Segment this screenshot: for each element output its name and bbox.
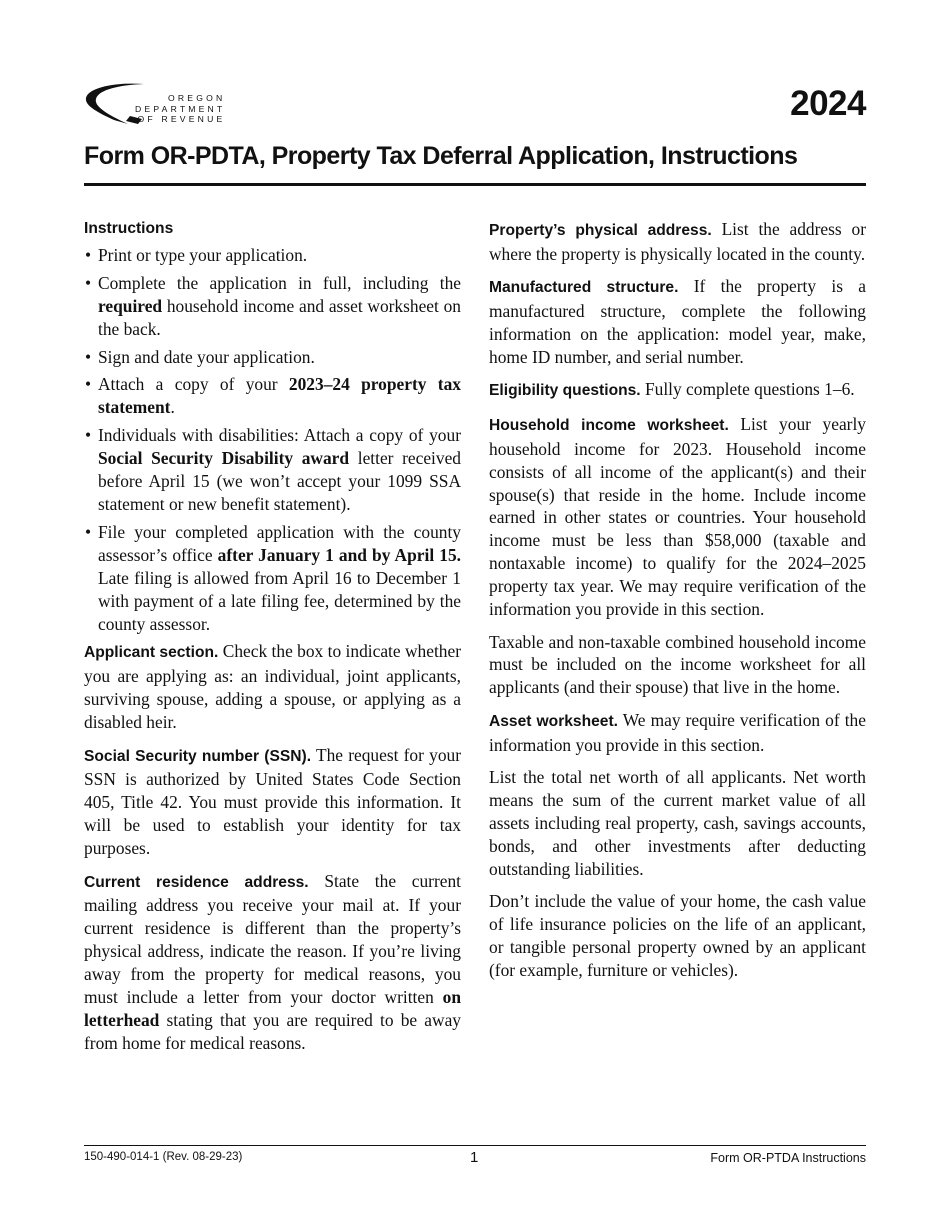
body-text: Attach a copy of your: [98, 374, 289, 395]
emphasis-text: required: [98, 295, 163, 316]
left-sections: [84, 640, 461, 1054]
body-text: stating that you are required to be away from home for medical reasons.: [84, 1010, 461, 1053]
body-text: Late filing is allowed from April 16 to December 1 with payment of a late filing fee, determined by the county assessor.: [98, 567, 461, 634]
body-text: Print or type your application.: [98, 244, 308, 265]
instruction-paragraph: [84, 640, 461, 734]
logo-line-revenue: OF REVENUE: [137, 114, 226, 124]
logo-text: [135, 93, 225, 125]
footer-page-number: 1: [470, 1149, 479, 1166]
body-text: Don’t include the value of your home, the cash value of life insurance policies on the life of an applicant, or tangible personal property owned by an applicant (for example, furniture or vehicles).: [489, 891, 866, 980]
body-text: Check the box to indicate whether you are applying as: an individual, joint applicants, surviving spouse, adding a spouse, or applying as a disabled heir.: [84, 641, 461, 733]
instruction-bullet: [84, 521, 461, 636]
logo-line-oregon: OREGON: [168, 93, 226, 103]
bullet-icon: •: [85, 272, 92, 293]
section-lead-heading: Manufactured structure.: [489, 279, 679, 297]
body-text: Taxable and non-taxable combined household income must be included on the income worksheet for all applicants (and their spouse) that live in the home.: [489, 631, 866, 698]
body-text: List your yearly household income for 2023. Household income consists of all income of the applicant(s) and their spouse(s) that reside in the home. Include income earned in other states or countries. Your household income must be less than $58,000 (taxable and nontaxable income) to qualify for the 2024–2025 property tax year. We may require verification of the information you provide in this section.: [489, 413, 866, 620]
section-lead-heading: Current residence address.: [84, 873, 309, 891]
body-text: .: [170, 397, 175, 418]
instruction-paragraph: [489, 890, 866, 982]
body-text: Fully complete questions 1–6.: [640, 379, 855, 400]
instruction-bullet: [84, 373, 461, 419]
section-lead-heading: Social Security number (SSN).: [84, 747, 312, 765]
bullet-icon: •: [85, 425, 92, 446]
body-text: File your completed application with the county assessor’s office: [98, 521, 461, 565]
body-text: Sign and date your application.: [98, 346, 315, 367]
oregon-dor-logo: [84, 80, 224, 128]
footer-form-number: 150-490-014-1 (Rev. 08-29-23): [84, 1151, 243, 1163]
right-sections: [489, 218, 866, 982]
form-year: 2024: [790, 84, 866, 123]
section-lead-heading: Asset worksheet.: [489, 712, 618, 730]
section-lead-heading: Property’s physical address.: [489, 222, 712, 239]
right-column: [489, 218, 866, 991]
instruction-bullet: [84, 244, 461, 267]
bullet-icon: •: [85, 346, 92, 367]
section-lead-heading: Eligibility questions.: [489, 382, 641, 400]
emphasis-text: on letterhead: [84, 987, 461, 1030]
body-text: household income and asset worksheet on the back.: [98, 295, 461, 339]
body-text: letter received before April 15 (we won’t accept your 1099 SSA statement or new benefit statement).: [98, 448, 461, 514]
section-lead-heading: Household income worksheet.: [489, 416, 729, 434]
body-text: List the address or where the property is physically located in the county.: [489, 219, 866, 264]
instruction-bullet: [84, 272, 461, 341]
section-lead-heading: Applicant section.: [84, 644, 219, 662]
body-text: The request for your SSN is authorized by United States Code Section 405, Title 42. You must provide this information. It will be used to establish your identity for tax purposes.: [84, 744, 461, 859]
instruction-paragraph: [489, 275, 866, 369]
body-text: State the current mailing address you receive your mail at. If your current residence is different than the property’s physical address, indicate the reason. If you’re living away from the property for medical reasons, you must include a letter from your doctor written: [84, 870, 461, 1008]
emphasis-text: after January 1 and by April 15.: [217, 544, 461, 565]
instruction-paragraph: [489, 709, 866, 757]
bullet-icon: •: [85, 244, 92, 265]
logo-line-department: DEPARTMENT: [135, 103, 226, 114]
left-column: [84, 218, 461, 1064]
instruction-bullet: [84, 424, 461, 516]
emphasis-text: Social Security Disability award: [98, 448, 350, 469]
instruction-paragraph: [84, 870, 461, 1055]
instruction-paragraph: [489, 218, 866, 266]
bullet-icon: •: [85, 374, 92, 395]
page-title: Form OR-PDTA, Property Tax Deferral Application, Instructions: [84, 142, 798, 170]
instruction-paragraph: [489, 378, 866, 403]
instructions-heading: Instructions: [84, 220, 174, 237]
footer-form-name: Form OR-PTDA Instructions: [710, 1151, 866, 1165]
emphasis-text: 2023–24 property tax statement: [98, 374, 461, 418]
body-text: If the property is a manufactured structure, complete the following information on the application: model year, make, home ID number, and serial number.: [489, 276, 866, 368]
title-divider: [84, 183, 866, 186]
body-text: Complete the application in full, including the: [98, 272, 461, 293]
body-text: Individuals with disabilities: Attach a copy of your: [98, 425, 461, 446]
body-text: List the total net worth of all applicants. Net worth means the sum of the current market value of all assets including real property, cash, savings accounts, bonds, and other investments after deducting outstanding liabilities.: [489, 767, 866, 879]
instruction-paragraph: [489, 766, 866, 881]
instructions-bullet-list: [84, 244, 461, 636]
bullet-icon: •: [85, 521, 92, 542]
instruction-paragraph: [489, 413, 866, 621]
footer-divider: [84, 1145, 866, 1146]
instruction-bullet: [84, 346, 461, 369]
instruction-paragraph: [84, 744, 461, 861]
instruction-paragraph: [489, 631, 866, 700]
body-text: We may require verification of the information you provide in this section.: [489, 709, 866, 755]
